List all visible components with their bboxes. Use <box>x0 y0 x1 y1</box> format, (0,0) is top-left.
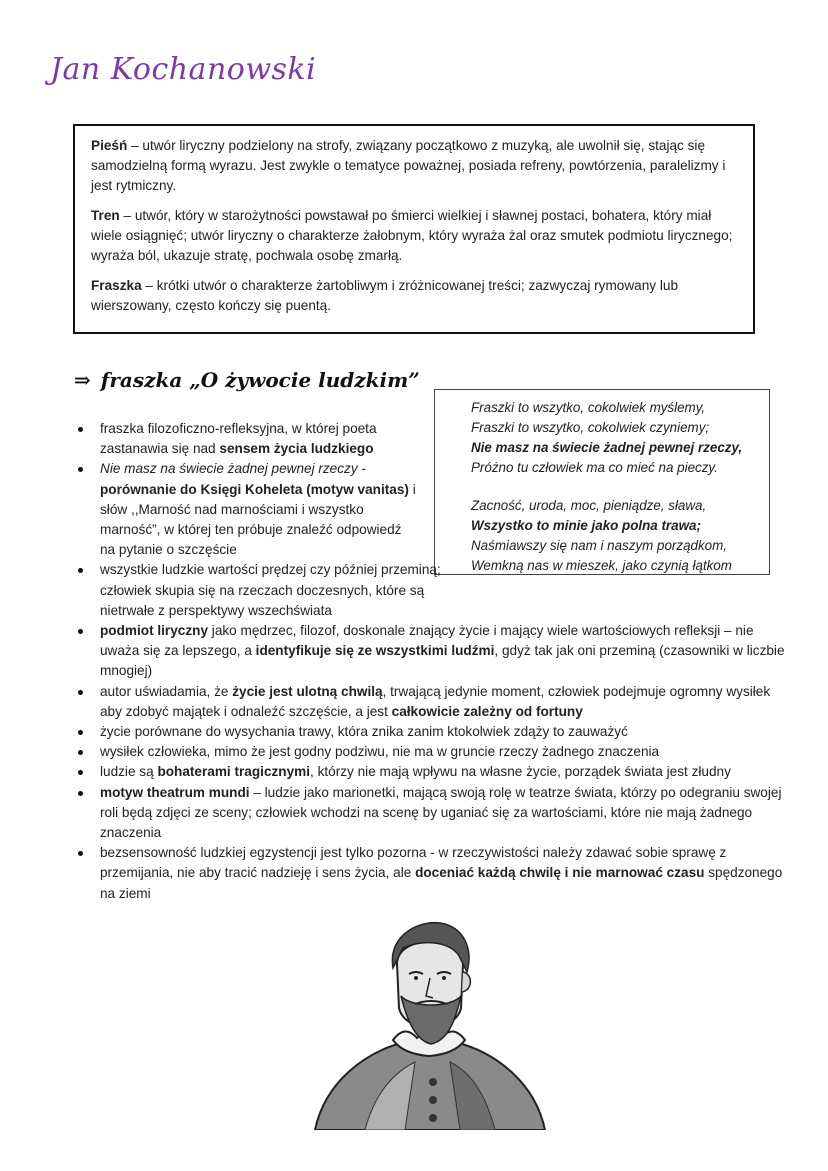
list-item: fraszka filozoficzno-refleksyjna, w której poeta zastanawia się nad sensem życia ludzkiego <box>78 419 420 459</box>
poem-line: Nie masz na świecie żadnej pewnej rzeczy, <box>471 440 743 455</box>
list-item: Nie masz na świecie żadnej pewnej rzeczy - porównanie do Księgi Koheleta (motyw vanitas) i słów ,,Marność nad marnościami i wszystko marność”, w której ten próbuje znaleźć odpowiedź na pytanie o szczęście <box>78 459 420 560</box>
definition-term: Fraszka <box>91 278 142 293</box>
list-item: wysiłek człowieka, mimo że jest godny podziwu, nie ma w gruncie rzeczy żadnego znaczenia <box>78 742 788 762</box>
poem-line: Zacność, uroda, moc, pieniądze, sława, <box>471 498 707 513</box>
list-item: autor uświadamia, że życie jest ulotną chwilą, trwającą jedynie moment, człowiek podejmuje ogromny wysiłek aby zdobyć majątek i odnaleźć szczęście, a jest całkowicie zależny od fortuny <box>78 682 788 722</box>
definition-piesn <box>91 136 741 196</box>
list-item: ludzie są bohaterami tragicznymi, którzy nie mają wpływu na własne życie, porządek świata jest złudny <box>78 762 788 782</box>
poem-line: Wszystko to minie jako polna trawa; <box>471 518 701 533</box>
definition-term: Pieśń <box>91 138 128 153</box>
section-heading-text: fraszka „O żywocie ludzkim” <box>100 368 420 392</box>
portrait-illustration <box>305 912 555 1130</box>
poem-line: Fraszki to wszytko, cokolwiek czyniemy; <box>471 420 710 435</box>
definition-text: – utwór liryczny podzielony na strofy, związany początkowo z muzyką, ale uwolnił się, stając się samodzielną formą wyrazu. Jest zwykle o tematyce poważnej, posiada refreny, powtórzenia, paralelizmy i jest rytmiczny. <box>91 138 726 193</box>
section-heading <box>74 368 420 392</box>
list-item: motyw theatrum mundi – ludzie jako marionetki, mającą swoją rolę w teatrze świata, którzy po odegraniu swojej roli będą zdjęci ze sceny; człowiek wchodzi na scenę by uganiać się za wartościami, które nie mają żadnego znaczenia <box>78 783 788 844</box>
notes-list <box>78 419 788 904</box>
page-title: Jan Kochanowski <box>50 52 317 87</box>
definition-fraszka <box>91 276 741 316</box>
list-item: bezsensowność ludzkiej egzystencji jest tylko pozorna - w rzeczywistości należy zdawać sobie sprawę z przemijania, nie aby tracić nadzieję i sens życia, ale doceniać każdą chwilę i nie marnować czasu spędzonego na ziemi <box>78 843 788 904</box>
definition-tren <box>91 206 741 266</box>
poem-line: Fraszki to wszytko, cokolwiek myślemy, <box>471 400 706 415</box>
definition-text: – krótki utwór o charakterze żartobliwym i zróżnicowanej treści; zazwyczaj rymowany lub wierszowany, często kończy się puentą. <box>91 278 679 313</box>
definitions-box <box>73 124 755 334</box>
definition-text: – utwór, który w starożytności powstawał po śmierci wielkiej i sławnej postaci, bohatera, który miał wiele osiągnięć; utwór liryczny o charakterze żałobnym, który wyraża żal oraz smutek podmiotu lirycznego; wyraża ból, ukazuje stratę, pochwala osobę zmarłą. <box>91 208 733 263</box>
poem-line: Próżno tu człowiek ma co mieć na pieczy. <box>471 460 718 475</box>
poem-line: Wemkną nas w mieszek, jako czynią łątkom <box>471 558 732 573</box>
list-item: wszystkie ludzkie wartości prędzej czy później przeminą; człowiek skupia się na rzeczach doczesnych, które są nietrwałe z perspektywy wszechświata <box>78 560 460 621</box>
arrow-icon: ⇒ <box>74 368 91 392</box>
definition-term: Tren <box>91 208 120 223</box>
poem-line: Naśmiawszy się nam i naszym porządkom, <box>471 538 727 553</box>
list-item: życie porównane do wysychania trawy, która znika zanim ktokolwiek zdąży to zauważyć <box>78 722 788 742</box>
list-item: podmiot liryczny jako mędrzec, filozof, doskonale znający życie i mający wiele wartościowych refleksji – nie uważa się za lepszego, a identyfikuje się ze wszystkimi ludźmi, gdyż tak jak oni przeminą (czasowniki w liczbie mnogiej) <box>78 621 788 682</box>
